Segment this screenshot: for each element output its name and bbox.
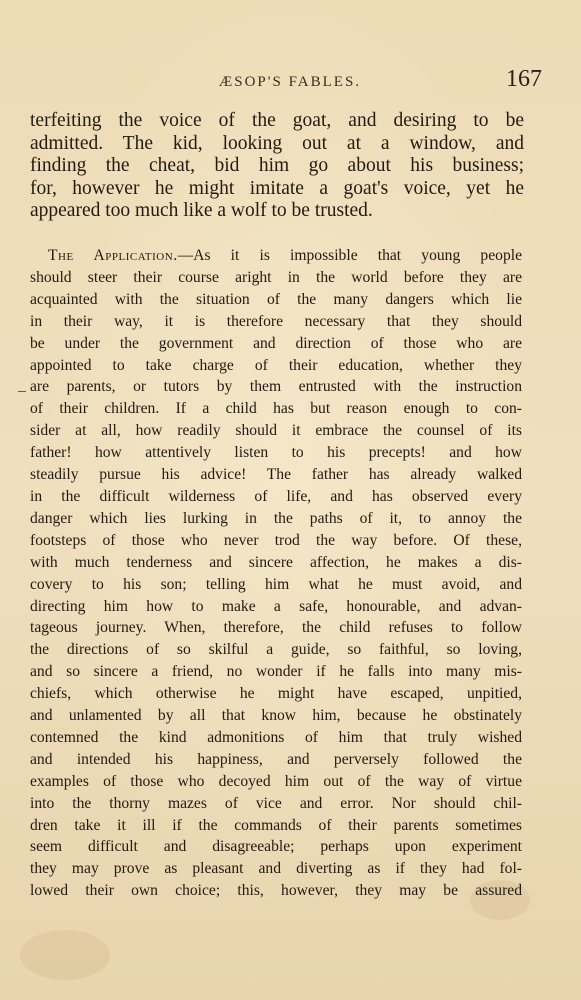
text-line: appointed to take charge of their education, whether they (30, 356, 522, 374)
text-line: contemned the kind admonitions of him that truly wished (30, 728, 522, 746)
text-line: should steer their course aright in the world before they are (30, 268, 522, 286)
text-line: chiefs, which otherwise he might have escaped, unpitied, (30, 685, 522, 703)
application-paragraph (30, 245, 522, 902)
fable-text (30, 110, 524, 223)
text-line: and so sincere a friend, no wonder if he falls into many mis- (30, 663, 522, 681)
text-line: and intended his happiness, and perversely followed the (30, 750, 522, 768)
text-line: covery to his son; telling him what he must avoid, and (30, 575, 522, 593)
text-line: dren take it ill if the commands of their parents sometimes (30, 816, 522, 834)
application-label: The Application. (48, 247, 178, 264)
text-line: they may prove as pleasant and diverting as if they had fol- (30, 860, 522, 878)
running-head: ÆSOP'S FABLES. (218, 74, 362, 90)
text-line: tageous journey. When, therefore, the child refuses to follow (30, 619, 522, 637)
text-line: appeared too much like a wolf to be trusted. (30, 200, 373, 221)
text-line: father! how attentively listen to his precepts! and how (30, 444, 522, 462)
text-line: examples of those who decoyed him out of the way of virtue (30, 772, 522, 790)
text-line: acquainted with the situation of the many dangers which lie (30, 290, 522, 308)
text-line: with much tenderness and sincere affection, he makes a dis- (30, 553, 522, 571)
text-line: terfeiting the voice of the goat, and desiring to be (30, 110, 524, 131)
text-line: admitted. The kid, looking out at a window, and (30, 132, 524, 154)
text-line: —As it is impossible that young people (177, 247, 522, 264)
text-line: of their children. If a child has but reason enough to con- (30, 400, 522, 418)
text-line: sider at all, how readily should it embrace the counsel of its (30, 422, 522, 440)
text-line: for, however he might imitate a goat's voice, yet he (30, 177, 524, 199)
page-number: 167 (506, 66, 542, 92)
text-line: lowed their own choice; this, however, they may be assured (30, 882, 522, 900)
text-line: footsteps of those who never trod the way before. Of these, (30, 531, 522, 549)
text-line: finding the cheat, bid him go about his business; (30, 155, 524, 176)
page-header (30, 66, 552, 94)
text-line: into the thorny mazes of vice and error. Nor should chil- (30, 794, 522, 812)
margin-mark (18, 391, 26, 392)
application-first-line (30, 245, 522, 267)
paper-stain (20, 930, 110, 980)
text-line: directing him how to make a safe, honourable, and advan- (30, 597, 522, 615)
text-line: be under the government and direction of those who are (30, 334, 522, 352)
text-line: in their way, it is therefore necessary that they should (30, 312, 522, 330)
text-line: steadily pursue his advice! The father has already walked (30, 466, 522, 484)
text-line: and unlamented by all that know him, because he obstinately (30, 707, 522, 725)
text-line: seem difficult and disagreeable; perhaps upon experiment (30, 838, 522, 856)
text-line: in the difficult wilderness of life, and has observed every (30, 487, 522, 505)
text-line: the directions of so skilful a guide, so faithful, so loving, (30, 641, 522, 659)
text-line: danger which lies lurking in the paths of it, to annoy the (30, 509, 522, 527)
text-line: are parents, or tutors by them entrusted with the instruction (30, 378, 522, 396)
